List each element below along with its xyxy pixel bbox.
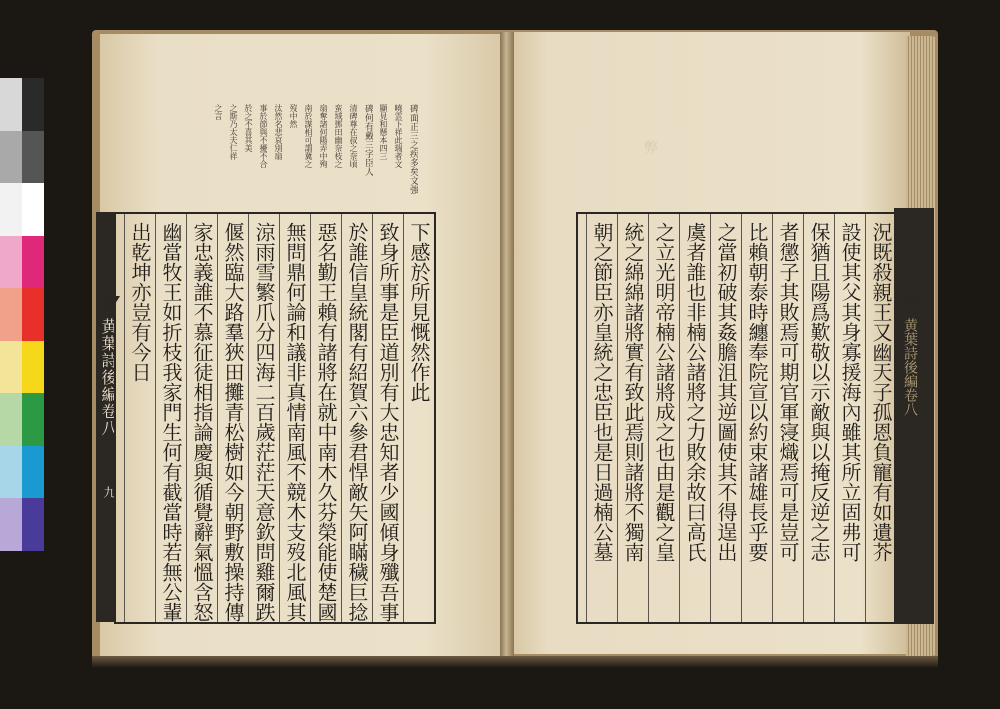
- text-column-content: 偃然臨大路羣狹田攤青松樹如今朝野敷操持傳: [221, 222, 245, 622]
- head-note: 碑面正三之疾多矣文強: [408, 104, 418, 194]
- text-column: [155, 214, 186, 622]
- head-note: 顯見和懸本四三: [379, 104, 388, 160]
- next-leaf-running-title: 黄葉詩後編卷八: [902, 318, 918, 416]
- text-column: [834, 214, 865, 622]
- text-column-content: 幽當牧王如折枝我家門生何有截當時若無公輩: [159, 222, 183, 622]
- text-column: [279, 214, 310, 622]
- show-through-text: 弊: [642, 140, 658, 154]
- text-column-content: 者懲子其敗焉可期官軍寖熾焉可是豈可: [776, 222, 800, 562]
- text-column-content: 惡名勤王賴有諸將在就中南木久芬榮能使楚國: [314, 222, 338, 622]
- head-note: 汰然名悲哀別扇: [274, 104, 283, 160]
- text-column-content: 之立光明帝楠公諸將成之也由是觀之皇: [652, 222, 676, 562]
- text-column-content: 下感於所見慨然作此: [407, 222, 431, 402]
- text-column-content: 出乾坤亦豈有今日: [128, 222, 152, 382]
- text-column: [803, 214, 834, 622]
- text-column: [372, 214, 403, 622]
- text-column-content: 無問鼎何論和議非真情南風不競木支歿北風其: [283, 222, 307, 622]
- running-title: 黄葉詩後編卷八: [99, 318, 118, 437]
- text-column: [403, 214, 434, 622]
- head-note: 之言: [214, 104, 223, 120]
- head-note: 歿中然: [289, 104, 298, 128]
- left-text-frame: [114, 212, 436, 624]
- right-text-frame: [576, 212, 898, 624]
- text-column: [248, 214, 279, 622]
- text-column-content: 朝之節臣亦皇統之忠臣也是日過楠公墓: [590, 222, 614, 562]
- head-note: 蛮域鄧田幽奈枝之: [334, 104, 343, 168]
- text-column: [341, 214, 372, 622]
- text-column-content: 家忠義誰不慕征徒相指論慶與循覺辭氣慍含怒: [190, 222, 214, 622]
- text-column: [865, 214, 896, 622]
- text-column-content: 虞者誰也非楠公諸將之力敗余故曰高氏: [683, 222, 707, 562]
- head-note: 扇奪諸何陽弄中殉: [319, 104, 328, 168]
- text-column: [679, 214, 710, 622]
- head-note: 於之不喜其美: [244, 104, 253, 152]
- text-column: [186, 214, 217, 622]
- text-column: [710, 214, 741, 622]
- fish-tail-mark-icon: [902, 296, 922, 312]
- text-column: [648, 214, 679, 622]
- text-column-content: 比賴朝泰時纏奉院宣以約束諸雄長乎要: [745, 222, 769, 562]
- text-column-content: 於誰信皇統閣有紹賀六參君悍敵矢阿瞞穢巨捻: [345, 222, 369, 622]
- head-note: 清碑尊在叔之奈頃: [349, 104, 358, 168]
- head-note: 曉雲下祥此瑞者文: [394, 104, 403, 168]
- text-column-content: 之當初破其姦膽沮其逆圖使其不得逞出: [714, 222, 738, 562]
- text-column-content: 況既殺親王又幽天子孤恩負寵有如遺芥: [869, 222, 893, 562]
- folio-number: 九: [102, 486, 116, 498]
- text-column: [617, 214, 648, 622]
- text-column-content: 保猶且陽爲歎敬以示敵與以掩反逆之志: [807, 222, 831, 562]
- text-column: [772, 214, 803, 622]
- text-column: [741, 214, 772, 622]
- right-block-edge: [894, 208, 934, 624]
- text-column-content: 致身所事是臣道別有大忠知者少國傾身殲吾事: [376, 222, 400, 622]
- text-column-content: 設使其父其身寡援海內雖其所立固弗可: [838, 222, 862, 562]
- book-gutter: [500, 32, 514, 658]
- text-column: [586, 214, 617, 622]
- text-column: [217, 214, 248, 622]
- head-note: 南於謀相可謂冀之: [304, 104, 313, 168]
- text-column-content: 統之綿綿諸將實有致此焉則諸將不獨南: [621, 222, 645, 562]
- color-calibration-strip: [0, 78, 44, 566]
- head-note: 之斯乃太夫仁祥: [229, 104, 238, 160]
- head-note: 事於節與不擾不合: [259, 104, 268, 168]
- head-note: 碑何有戴三字臣人: [363, 104, 373, 176]
- text-column: [124, 214, 155, 622]
- text-column: [310, 214, 341, 622]
- head-notes: [118, 104, 418, 208]
- book-shadow: [92, 656, 938, 668]
- text-column-content: 涼雨雪繁爪分四海二百歲茫茫天意欽問雞爾跌: [252, 222, 276, 622]
